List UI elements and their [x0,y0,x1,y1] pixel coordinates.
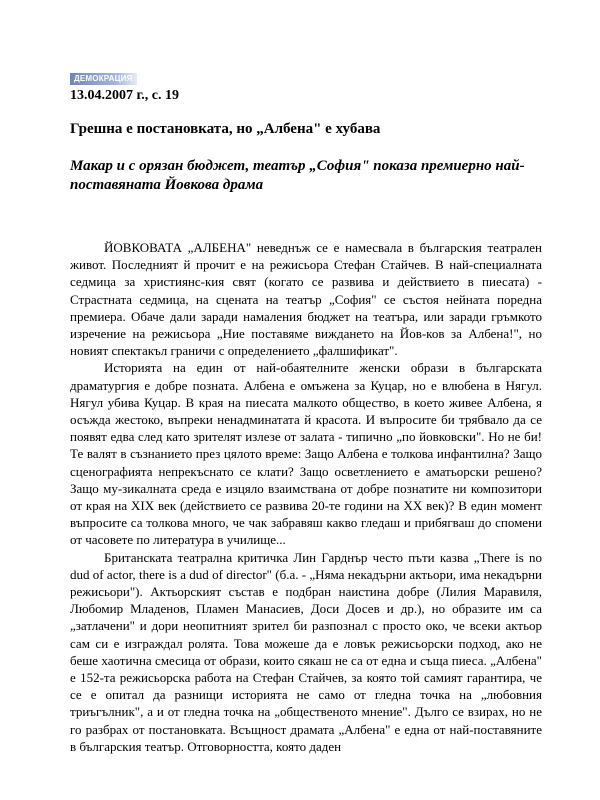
publication-dateline: 13.04.2007 г., с. 19 [70,88,179,103]
article-body [70,239,542,755]
article-paragraph-3: Британската театрална критичка Лин Гарднър често пъти казва „There is no dud of actor, there is a dud of director" (б.а. - „Няма некадърни актьори, има некадърни режисьори"). Актьорският състав е подбран наистина добре (Лилия Маравиля, Любомир Младенов, Пламен Манасиев, Доси Досев и др.), но образите им са „затлачени" и дори неопитният зрител би разпознал с просто око, че всеки актьор сам си е изграждал ролята. Това можеше да е ловък режисьорски подход, ако не беше хаотична смесица от образи, които сякаш не са от една и съща пиеса. „Албена" е 152-та режисьорска работа на Стефан Стайчев, за която той самият гарантира, че се е опитал да разнищи историята не само от гледна точка на „любовния триъгълник", а и от гледна точка на „общественото мнение". Дълго се взирах, но не го разбрах от постановката. Всъщност драмата „Албена" е една от най-поставяните в българския театър. Отговорността, която даден [70,549,542,754]
article-subheadline: Макар и с орязан бюджет, театър „София" показа премиерно най-поставяната Йовкова драма [70,158,525,193]
article-headline: Грешна е постановката, но „Албена" е хубава [70,121,381,137]
article-paragraph-1: ЙОВКОВАТА „АЛБЕНА" неведнъж се е намесвала в българския театрален живот. Последният й прочит е на режисьора Стефан Стайчев. В най-специалната седмица за християнс-кия свят (когато се развива и действието в пиесата) - Страстната седмица, на сцената на театър „София" се състоя нейната поредна премиера. Обаче дали заради намаления бюджет на театъра, или заради гръмкото изречение на режисьора „Ние поставяме виждането на Йов-ков за Албена!", но новият спектакъл граничи с определението „фалшификат". [70,240,542,359]
article-paragraph-2: Историята на един от най-обаятелните женски образи в българската драматургия е добре позната. Албена е омъжена за Куцар, но е влюбена в Нягул. Нягул убива Куцар. В края на пиесата малкото общество, в което живее Албена, я осъжда жестоко, въпреки ненадминатата й красота. И въпросите би трябвало да се появят едва след като зрителят излезе от залата - типично „по йовковски". Но не би! Те валят в съзнанието през цялото време: Защо Албена е толкова инфантилна? Защо сценографията непрекъснато се клати? Защо осветлението е аматьорски решено? Защо му-зикалната среда е изцяло взаимствана от добре познатите ни композитори от края на XIX век (действието се развива 20-те години на XX век)? В един момент въпросите са толкова много, че чак забравяш какво гледаш и прибягваш до спомени от часовете по литература в училище... [70,360,542,548]
newspaper-logo: ДЕМОКРАЦИЯ [70,73,137,85]
article-page [70,68,542,755]
